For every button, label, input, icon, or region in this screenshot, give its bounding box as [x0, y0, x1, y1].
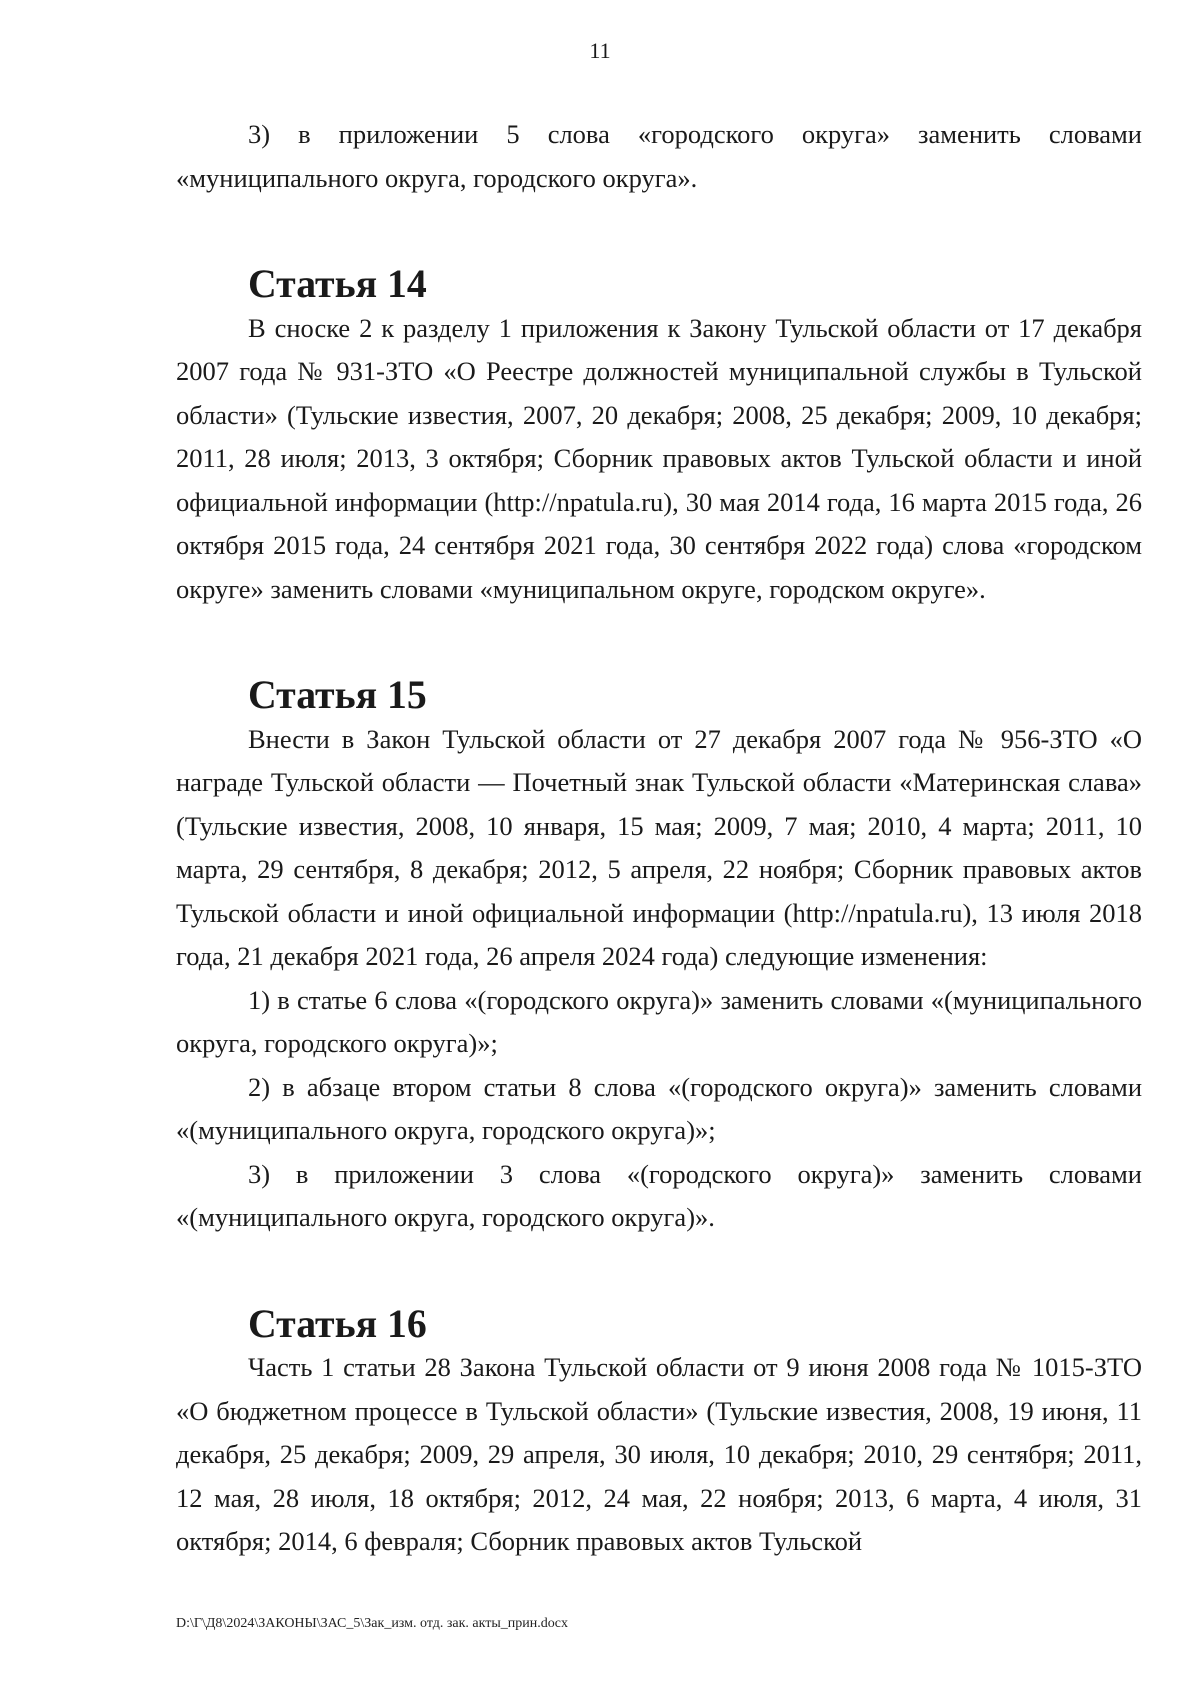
- article-14-heading: Статья 14: [248, 262, 427, 306]
- article-16-text: Часть 1 статьи 28 Закона Тульской области от 9 июня 2008 года № 1015-ЗТО «О бюджетном процессе в Тульской области» (Тульские известия, 2008, 19 июня, 11 декабря, 25 декабря; 2009, 29 апреля, 30 июля, 10 декабря; 2010, 29 сентября; 2011, 12 мая, 28 июля, 18 октября; 2012, 24 мая, 22 ноября; 2013, 6 марта, 4 июля, 31 октября; 2014, 6 февраля; Сборник правовых актов Тульской: [176, 1352, 1142, 1556]
- list-item-appendix-5: 3) в приложении 5 слова «городского округа» заменить словами «муниципального округа, городского округа».: [176, 119, 1142, 193]
- spacer: [176, 1240, 1142, 1303]
- spacer: [176, 611, 1142, 674]
- spacer: [176, 200, 1142, 263]
- article-16-heading: Статья 16: [248, 1301, 427, 1346]
- page-number: 11: [589, 38, 611, 63]
- article-15-heading: Статья 15: [248, 673, 427, 717]
- article-15-item-2: 2) в абзаце втором статьи 8 слова «(городского округа)» заменить словами «(муниципального округа, городского округа)»;: [176, 1071, 1142, 1145]
- article-15-item-3: 3) в приложении 3 слова «(городского округа)» заменить словами «(муниципального округа, городского округа)».: [176, 1158, 1142, 1232]
- file-path-footer: D:\Г\Д8\2024\ЗАКОНЫ\ЗАС_5\Зак_изм. отд. зак. акты_прин.docx: [176, 1616, 568, 1631]
- article-14-text: В сноске 2 к разделу 1 приложения к Закону Тульской области от 17 декабря 2007 года № 931-ЗТО «О Реестре должностей муниципальной службы в Тульской области» (Тульские известия, 2007, 20 декабря; 2008, 25 декабря; 2009, 10 декабря; 2011, 28 июля; 2013, 3 октября; Сборник правовых актов Тульской области и иной официальной информации (http://npatula.ru), 30 мая 2014 года, 16 марта 2015 года, 26 октября 2015 года, 24 сентября 2021 года, 30 сентября 2022 года) слова «городском округе» заменить словами «муниципальном округе, городском округе».: [176, 312, 1142, 604]
- article-15-item-1: 1) в статье 6 слова «(городского округа)» заменить словами «(муниципального округа, городского округа)»;: [176, 984, 1142, 1058]
- document-body: [176, 113, 1142, 1564]
- article-15-intro: Внести в Закон Тульской области от 27 декабря 2007 года № 956-ЗТО «О награде Тульской области — Почетный знак Тульской области «Материнская слава» (Тульские известия, 2008, 10 января, 15 мая; 2009, 7 мая; 2010, 4 марта; 2011, 10 марта, 29 сентября, 8 декабря; 2012, 5 апреля, 22 ноября; Сборник правовых актов Тульской области и иной официальной информации (http://npatula.ru), 13 июля 2018 года, 21 декабря 2021 года, 26 апреля 2024 года) следующие изменения:: [176, 723, 1142, 971]
